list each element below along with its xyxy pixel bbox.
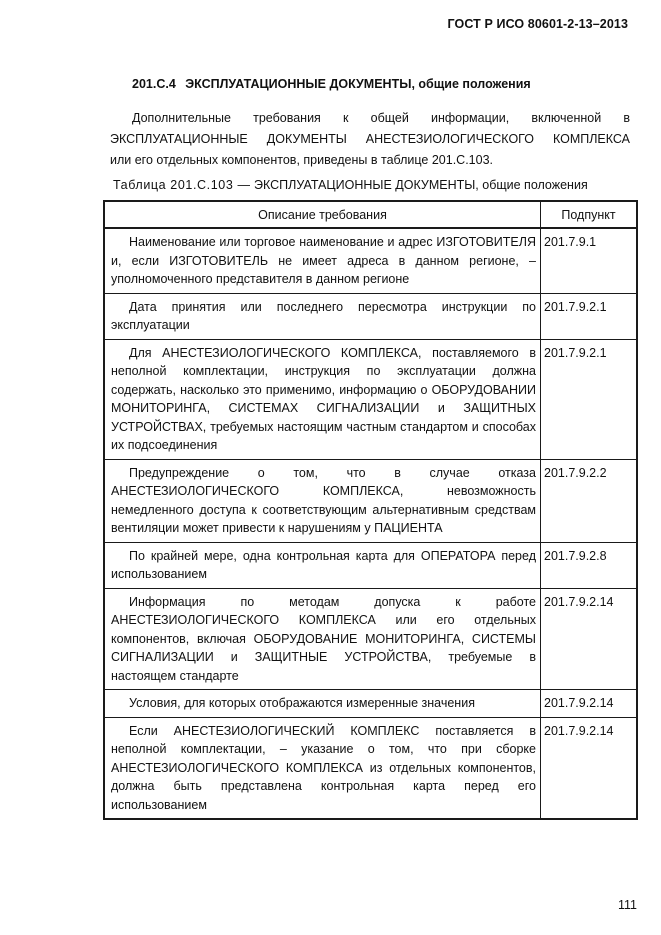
row-description: Если АНЕСТЕЗИОЛОГИЧЕСКИЙ КОМПЛЕКС поставляется в неполной комплектации, – указание о том, что при сборке АНЕСТЕЗИОЛОГИЧЕСКОГО КОМПЛЕКСА из отдельных компонентов, должна быть представлена контрольная карта перед его использованием (111, 723, 536, 812)
table-row (104, 717, 637, 819)
row-description: Для АНЕСТЕЗИОЛОГИЧЕСКОГО КОМПЛЕКСА, поставляемого в неполной комплектации, инструкция по эксплуатации должна содержать, насколько это применимо, информацию о ОБОРУДОВАНИИ МОНИТОРИНГА, СИСТЕМАХ СИГНАЛИЗАЦИИ и ЗАЩИТНЫХ УСТРОЙСТВАХ, требуемых настоящим частным стандартом и способах их подсоединения (111, 345, 536, 452)
row-description-cell (104, 717, 541, 819)
row-subclause: 201.7.9.2.1 (541, 293, 638, 339)
header-description: Описание требования (104, 201, 541, 228)
row-description-cell (104, 228, 541, 293)
section-heading (132, 77, 531, 91)
row-description-cell (104, 293, 541, 339)
table-caption (113, 178, 627, 192)
intro-line-2: ЭКСПЛУАТАЦИОННЫЕ ДОКУМЕНТЫ АНЕСТЕЗИОЛОГИЧЕСКОГО КОМПЛЕКСА (110, 132, 630, 146)
intro-line-3: или его отдельных компонентов, приведены в таблице 201.C.103. (110, 153, 493, 167)
table-row (104, 293, 637, 339)
table-row (104, 339, 637, 459)
intro-line-1: Дополнительные требования к общей информации, включенной в (132, 111, 630, 125)
intro-paragraph (110, 108, 630, 171)
row-description: Информация по методам допуска к работе АНЕСТЕЗИОЛОГИЧЕСКОГО КОМПЛЕКСА или его отдельных компонентов, включая ОБОРУДОВАНИЕ МОНИТОРИНГА, СИСТЕМЫ СИГНАЛИЗАЦИИ и ЗАЩИТНЫЕ УСТРОЙСТВА, требуемые в настоящем стандарте (111, 594, 536, 683)
row-description-cell (104, 690, 541, 718)
row-subclause: 201.7.9.2.14 (541, 690, 638, 718)
row-description-cell (104, 588, 541, 690)
row-subclause: 201.7.9.2.14 (541, 588, 638, 690)
table-row (104, 690, 637, 718)
table-header-row (104, 201, 637, 228)
requirements-table (103, 200, 638, 820)
section-title-text: ЭКСПЛУАТАЦИОННЫЕ ДОКУМЕНТЫ, общие положения (185, 77, 531, 91)
table-caption-text: ЭКСПЛУАТАЦИОННЫЕ ДОКУМЕНТЫ, общие положения (254, 178, 588, 192)
row-description: Условия, для которых отображаются измеренные значения (129, 696, 475, 710)
table-row (104, 588, 637, 690)
table-caption-label: Таблица 201.C.103 — (113, 178, 251, 192)
page-number: 111 (617, 898, 637, 912)
row-subclause: 201.7.9.2.2 (541, 459, 638, 542)
row-description: По крайней мере, одна контрольная карта для ОПЕРАТОРА перед использованием (111, 548, 536, 581)
row-subclause: 201.7.9.2.14 (541, 717, 638, 819)
row-description: Наименование или торговое наименование и адрес ИЗГОТОВИТЕЛЯ и, если ИЗГОТОВИТЕЛЬ не имеет адреса в данном регионе, – уполномоченного представителя в данном регионе (111, 235, 536, 286)
table-row (104, 228, 637, 293)
document-code: ГОСТ Р ИСО 80601-2-13–2013 (447, 17, 628, 31)
row-description: Предупреждение о том, что в случае отказа АНЕСТЕЗИОЛОГИЧЕСКОГО КОМПЛЕКСА, невозможность немедленного доступа к соответствующим альтернативным средствам вентиляции может привести к нарушениям у ПАЦИЕНТА (111, 465, 536, 535)
table-row (104, 459, 637, 542)
table-row (104, 542, 637, 588)
row-description-cell (104, 542, 541, 588)
row-description-cell (104, 459, 541, 542)
row-description-cell (104, 339, 541, 459)
header-subclause: Подпункт (541, 201, 638, 228)
row-subclause: 201.7.9.1 (541, 228, 638, 293)
row-subclause: 201.7.9.2.1 (541, 339, 638, 459)
section-number: 201.C.4 (132, 77, 176, 91)
row-subclause: 201.7.9.2.8 (541, 542, 638, 588)
row-description: Дата принятия или последнего пересмотра инструкции по эксплуатации (111, 299, 536, 332)
